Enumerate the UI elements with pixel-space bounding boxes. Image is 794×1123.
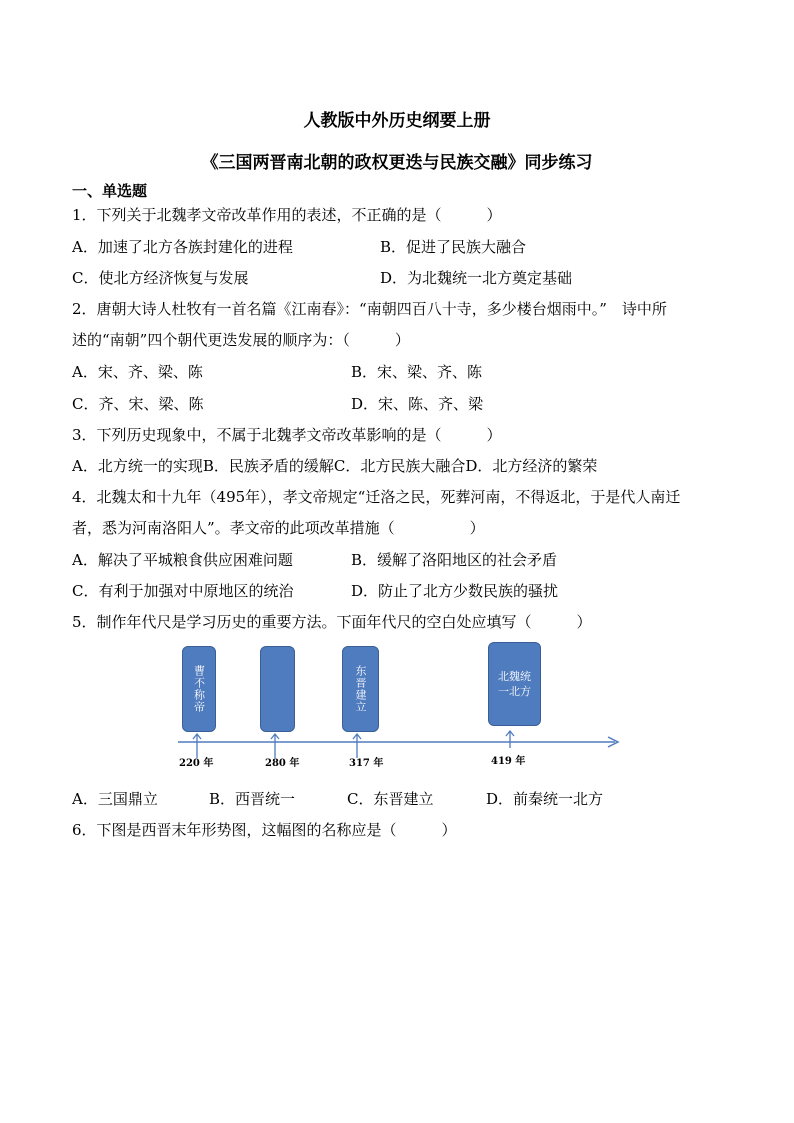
q5-option-b: B．西晋统一 (209, 790, 296, 808)
q5-option-d: D．前秦统一北方 (486, 790, 604, 808)
q1-option-d: D．为北魏统一北方奠定基础 (380, 269, 573, 287)
q2-option-a: A．宋、齐、梁、陈 (72, 363, 203, 381)
doc-subtitle: 《三国两晋南北朝的政权更迭与民族交融》同步练习 (201, 153, 593, 173)
q2-stem-line1: 2．唐朝大诗人杜牧有一首名篇《江南春》：“南朝四百八十寺，多少楼台烟雨中。” 诗中所 (72, 300, 667, 318)
year-label-419: 419 年 (491, 756, 526, 767)
q4-stem-line2: 者，悉为河南洛阳人”。孝文帝的此项改革措施（ ） (72, 519, 485, 537)
year-label-220: 220 年 (179, 758, 214, 769)
timeline-box-blank (260, 646, 295, 732)
q3-stem: 3．下列历史现象中，不属于北魏孝文帝改革影响的是（ ） (72, 426, 502, 444)
q5-stem: 5．制作年代尺是学习历史的重要方法。下面年代尺的空白处应填写（ ） (72, 613, 592, 631)
q1-stem: 1．下列关于北魏孝文帝改革作用的表述，不正确的是（ ） (72, 206, 502, 224)
year-label-280: 280 年 (265, 758, 300, 769)
section-heading: 一、单选题 (72, 182, 148, 200)
timeline-box-northern-wei: 北魏统一北方 (488, 642, 541, 726)
q3-options: A．北方统一的实现B．民族矛盾的缓解C．北方民族大融合D．北方经济的繁荣 (72, 457, 598, 475)
q1-option-a: A．加速了北方各族封建化的进程 (72, 238, 293, 256)
timeline-box-cao-pi: 曹不称帝 (182, 646, 216, 732)
year-label-317: 317 年 (349, 758, 384, 769)
timeline-figure (175, 640, 625, 775)
timeline-axis (175, 640, 625, 775)
doc-title: 人教版中外历史纲要上册 (303, 111, 491, 131)
q6-stem: 6．下图是西晋末年形势图，这幅图的名称应是（ ） (72, 821, 457, 839)
q1-option-b: B．促进了民族大融合 (380, 238, 527, 256)
q4-option-b: B．缓解了洛阳地区的社会矛盾 (351, 551, 558, 569)
q4-option-d: D．防止了北方少数民族的骚扰 (351, 582, 559, 600)
q4-stem-line1: 4．北魏太和十九年（495年），孝文帝规定“迁洛之民，死葬河南，不得返北，于是代人南迁 (72, 488, 681, 506)
q5-option-a: A．三国鼎立 (72, 790, 158, 808)
timeline-box-eastern-jin: 东晋建立 (342, 646, 379, 732)
q4-option-a: A．解决了平城粮食供应困难问题 (72, 551, 293, 569)
q1-option-c: C．使北方经济恢复与发展 (72, 269, 249, 287)
q5-option-c: C．东晋建立 (347, 790, 434, 808)
q2-option-c: C．齐、宋、梁、陈 (72, 395, 204, 413)
q2-option-b: B．宋、梁、齐、陈 (351, 363, 483, 381)
q4-option-c: C．有利于加强对中原地区的统治 (72, 582, 294, 600)
q2-option-d: D．宋、陈、齐、梁 (351, 395, 484, 413)
q2-stem-line2: 述的“南朝”四个朝代更迭发展的顺序为：（ ） (72, 331, 410, 349)
